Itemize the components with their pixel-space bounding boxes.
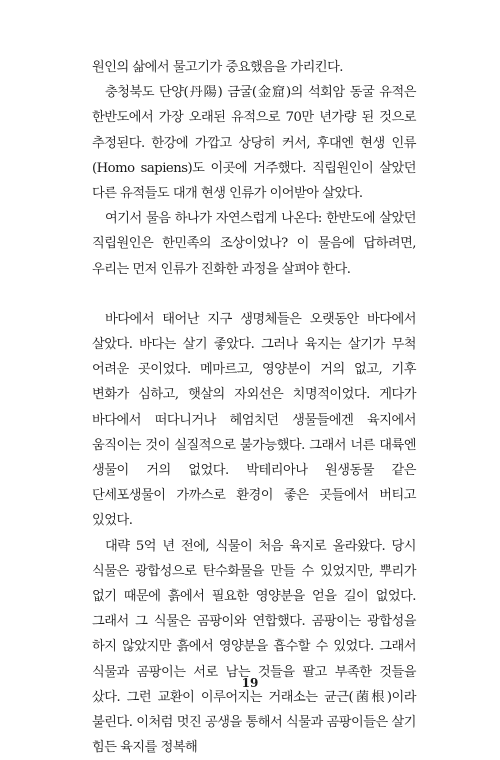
paragraph-plants-land: 대략 5억 년 전에, 식물이 처음 육지로 올라왔다. 당시 식물은 광합성으로 탄수화물을 만들 수 있었지만, 뿌리가 없기 때문에 흙에서 필요한 영양분을 얻을 길이 없었다. 그래서 그 식물은 곰팡이와 연합했다. 곰팡이는 광합성을 하지 않았지만 흙에서 영양분을 흡수할 수 있었다. 그래서 식물과 곰팡이는 서로 남는 것들을 팔고 부족한 것들을 샀다. 그런 교환이 이루어지는 거래소는 균근(菌根)이라 불린다. 이처럼 멋진 공생을 통해서 식물과 곰팡이들은 살기 힘든 육지를 정복해 <box>92 538 416 756</box>
paragraph-danyang-cave: 충청북도 단양(丹陽) 금굴(金窟)의 석회암 동굴 유적은 한반도에서 가장 오래된 유적으로 70만 년가량 된 것으로 추정된다. 한강에 가깝고 상당히 커서, 후대엔 현생 인류(Homo sapiens)도 이곳에 거주했다. 직립원인이 살았던 다른 유적들도 대개 현생 인류가 이어받아 살았다. <box>92 85 416 202</box>
body-text <box>92 55 416 760</box>
paragraph-question: 여기서 물음 하나가 자연스럽게 나온다: 한반도에 살았던 직립원인은 한민족의 조상이었나? 이 물음에 답하려면, 우리는 먼저 인류가 진화한 과정을 살펴야 한다. <box>92 211 416 277</box>
paragraph-continued: 원인의 삶에서 물고기가 중요했음을 가리킨다. <box>92 60 344 75</box>
paragraph-sea-life: 바다에서 태어난 지구 생명체들은 오랫동안 바다에서 살았다. 바다는 살기 좋았다. 그러나 육지는 살기가 무척 어려운 곳이었다. 메마르고, 영양분이 거의 없고, 기후 변화가 심하고, 햇살의 자외선은 치명적이었다. 게다가 바다에서 떠다니거나 헤엄치던 생물들에겐 육지에서 움직이는 것이 실질적으로 불가능했다. 그래서 너른 대륙엔 생물이 거의 없었다. 박테리아나 원생동물 같은 단세포생물이 가까스로 환경이 좋은 곳들에서 버티고 있었다. <box>92 311 416 529</box>
page-number: 19 <box>241 676 259 690</box>
section-break <box>92 282 416 307</box>
